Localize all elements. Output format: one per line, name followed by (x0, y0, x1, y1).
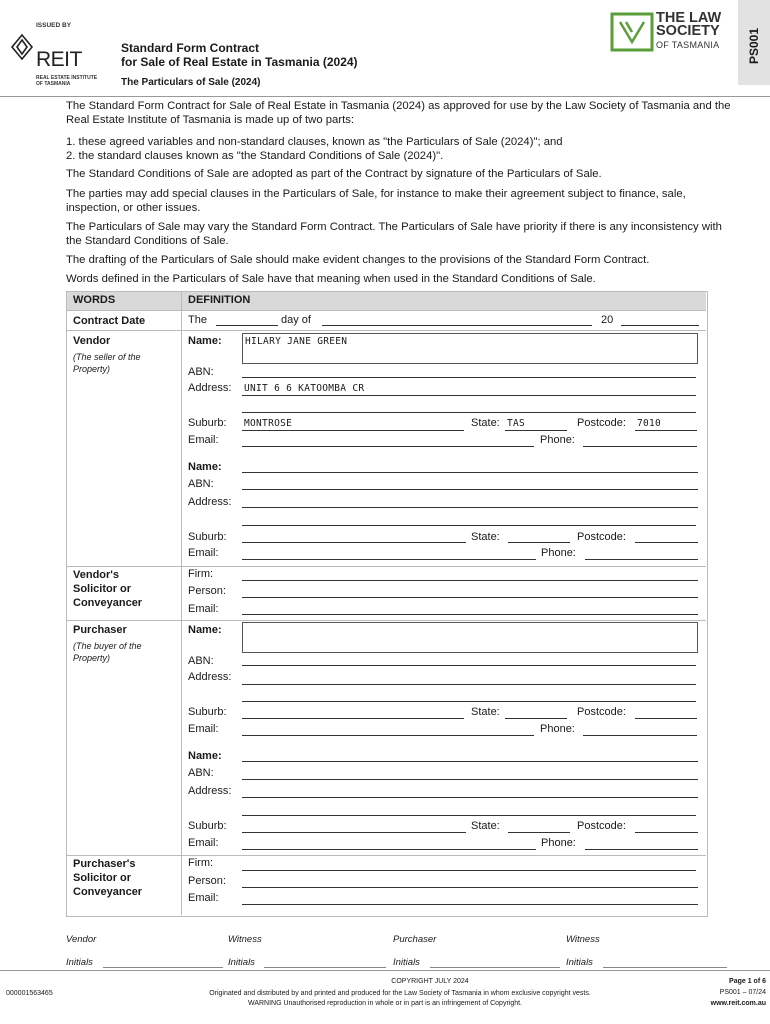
purchaser1-phone-field[interactable] (583, 735, 697, 736)
table-header (67, 292, 706, 310)
row-divider (67, 330, 706, 331)
row-divider (67, 310, 706, 311)
vendor2-state-field[interactable] (508, 542, 570, 543)
vendor1-state-field[interactable] (505, 430, 567, 431)
vendor-solicitor-person-label: Person: (188, 585, 226, 597)
vendor-solicitor-label-3: Conveyancer (73, 597, 143, 609)
intro-paragraph-1: The Standard Form Contract for Sale of Real Estate in Tasmania (2024) as approved for use by the Law Society of Tasmania and the Real Estate Institute of Tasmania is made up of two parts: (66, 100, 731, 126)
purchaser-solicitor-person-field[interactable] (242, 887, 698, 888)
vendor2-phone-label: Phone: (541, 547, 576, 559)
intro-paragraph-2: The Standard Conditions of Sale are adopted as part of the Contract by signature of the Particulars of Sale. (66, 168, 602, 180)
law-society-logo-icon (610, 12, 655, 52)
vendor2-suburb-label: Suburb: (188, 531, 227, 543)
document-subtitle: The Particulars of Sale (2024) (121, 77, 261, 88)
witness1-sign-label: Witness (228, 934, 262, 945)
purchaser1-postcode-label: Postcode: (577, 706, 626, 718)
purchaser-sublabel: (The buyer of the Property) (73, 641, 142, 663)
row-divider (67, 566, 706, 567)
purchaser2-address-label: Address: (188, 785, 232, 797)
vendor2-name-field[interactable] (242, 472, 698, 473)
contract-month-field[interactable] (322, 325, 592, 326)
contract-date-the: The (188, 314, 207, 326)
purchaser2-phone-label: Phone: (541, 837, 576, 849)
purchaser-solicitor-label-2: Solicitor or (73, 872, 132, 884)
vendor1-suburb-label: Suburb: (188, 417, 227, 429)
witness2-sign-label: Witness (566, 934, 600, 945)
intro-paragraph-5: The drafting of the Particulars of Sale should make evident changes to the provisions of the Standard Form Contract. (66, 254, 650, 266)
purchaser1-state-label: State: (471, 706, 500, 718)
purchaser2-address-field-2[interactable] (242, 815, 696, 816)
contract-date-label: Contract Date (73, 315, 146, 327)
purchaser-label: Purchaser (73, 624, 127, 636)
purchaser1-address-label: Address: (188, 671, 232, 683)
vendor1-address-label: Address: (188, 382, 232, 394)
vendor-solicitor-email-label: Email: (188, 603, 219, 615)
copyright-line: COPYRIGHT JULY 2024 (391, 978, 469, 985)
vendor-solicitor-label (73, 568, 142, 610)
purchaser-initials-field[interactable] (430, 967, 560, 968)
intro-list-item-1: 1. these agreed variables and non-standard clauses, known as "the Particulars of Sale (2024)"; and (66, 136, 563, 148)
reit-sub-line1: REAL ESTATE INSTITUTE (36, 75, 98, 81)
intro-paragraph-3: The parties may add special clauses in the Particulars of Sale, for instance to make their agreement subject to finance, sale, inspection, or other issues. (66, 188, 686, 214)
contract-year-field[interactable] (621, 325, 699, 326)
vendor1-name-value: HILARY JANE GREEN (245, 336, 348, 347)
purchaser2-suburb-field[interactable] (242, 832, 466, 833)
website-link[interactable]: www.reit.com.au (710, 1000, 766, 1007)
vendor-label: Vendor (73, 335, 111, 347)
vendor1-abn-label: ABN: (188, 366, 214, 378)
vendor2-address-field[interactable] (242, 507, 698, 508)
vendor-initials-field[interactable] (103, 967, 223, 968)
reit-subtitle (36, 75, 106, 87)
vendor-solicitor-firm-label: Firm: (188, 568, 214, 580)
vendor1-state-label: State: (471, 417, 500, 429)
vendor2-email-field[interactable] (242, 559, 536, 560)
vendor1-email-field[interactable] (242, 446, 534, 447)
purchaser-solicitor-firm-field[interactable] (242, 870, 696, 871)
law-society-sub: OF TASMANIA (656, 40, 720, 50)
warning-line: WARNING Unauthorised reproduction in whole or in part is an infringement of Copyright. (247, 1000, 523, 1007)
document-title (121, 41, 358, 69)
purchaser-solicitor-label-3: Conveyancer (73, 886, 143, 898)
vendor-solicitor-firm-field[interactable] (242, 580, 698, 581)
form-code: PS001 (747, 27, 761, 64)
reit-sub-line2: OF TASMANIA (36, 81, 71, 87)
vendor1-postcode-label: Postcode: (577, 417, 626, 429)
intro-paragraph-6: Words defined in the Particulars of Sale have that meaning when used in the Standard Conditions of Sale. (66, 273, 596, 285)
purchaser1-suburb-field[interactable] (242, 718, 464, 719)
witness2-initials-field[interactable] (603, 967, 727, 968)
row-divider (67, 855, 706, 856)
purchaser2-state-field[interactable] (508, 832, 570, 833)
purchaser2-abn-field[interactable] (242, 779, 698, 780)
purchaser-initials-label: Initials (393, 957, 420, 968)
purchaser1-email-field[interactable] (242, 735, 534, 736)
vendor2-address-field-2[interactable] (242, 525, 696, 526)
vendor2-postcode-field[interactable] (635, 542, 698, 543)
purchaser2-email-label: Email: (188, 837, 219, 849)
vendor1-email-label: Email: (188, 434, 219, 446)
purchaser-solicitor-email-label: Email: (188, 892, 219, 904)
header-divider (0, 96, 770, 97)
purchaser1-address-field-2[interactable] (242, 701, 696, 702)
vendor1-suburb-value: MONTROSE (244, 418, 293, 429)
purchaser1-abn-label: ABN: (188, 655, 214, 667)
contract-date-day-of: day of (281, 314, 311, 326)
vendor-solicitor-person-field[interactable] (242, 597, 698, 598)
purchaser1-suburb-label: Suburb: (188, 706, 227, 718)
purchaser2-postcode-label: Postcode: (577, 820, 626, 832)
law-line2: SOCIETY (656, 23, 720, 39)
vendor2-state-label: State: (471, 531, 500, 543)
purchaser2-name-label: Name: (188, 750, 222, 762)
vendor2-abn-field[interactable] (242, 489, 698, 490)
contract-day-field[interactable] (216, 325, 278, 326)
purchaser1-abn-field[interactable] (242, 665, 696, 666)
purchaser2-phone-field[interactable] (585, 849, 698, 850)
vendor2-email-label: Email: (188, 547, 219, 559)
purchaser-solicitor-email-field[interactable] (242, 904, 698, 905)
purchaser-solicitor-person-label: Person: (188, 875, 226, 887)
vendor1-abn-field[interactable] (242, 377, 696, 378)
purchaser1-state-field[interactable] (505, 718, 567, 719)
vendor-solicitor-label-1: Vendor's (73, 569, 120, 581)
title-line1: Standard Form Contract (121, 41, 260, 55)
vendor1-address-field-2[interactable] (242, 412, 696, 413)
vendor-solicitor-label-2: Solicitor or (73, 583, 132, 595)
contract-date-year-prefix: 20 (601, 314, 614, 326)
vendor1-state-value: TAS (507, 418, 526, 429)
vendor2-phone-field[interactable] (585, 559, 698, 560)
vendor1-name-label: Name: (188, 335, 222, 347)
purchaser2-abn-label: ABN: (188, 767, 214, 779)
purchaser2-state-label: State: (471, 820, 500, 832)
column-divider (181, 292, 182, 915)
witness2-initials-label: Initials (566, 957, 593, 968)
vendor2-address-label: Address: (188, 496, 232, 508)
intro-list-item-2: 2. the standard clauses known as "the Standard Conditions of Sale (2024)". (66, 150, 444, 162)
page-number: Page 1 of 6 (729, 978, 766, 985)
vendor-solicitor-email-field[interactable] (242, 614, 698, 615)
row-divider (67, 620, 706, 621)
column-header-definition: DEFINITION (188, 294, 251, 306)
vendor-initials-label: Initials (66, 957, 93, 968)
purchaser-solicitor-label-1: Purchaser's (73, 858, 136, 870)
purchaser1-email-label: Email: (188, 723, 219, 735)
vendor1-phone-field[interactable] (583, 446, 697, 447)
vendor2-name-label: Name: (188, 461, 222, 473)
vendor2-postcode-label: Postcode: (577, 531, 626, 543)
witness1-initials-label: Initials (228, 957, 255, 968)
vendor2-suburb-field[interactable] (242, 542, 466, 543)
purchaser2-email-field[interactable] (242, 849, 536, 850)
document-number: 000001563465 (6, 990, 53, 997)
law-society-logo-text (656, 12, 721, 38)
vendor1-address-value: UNIT 6 6 KATOOMBA CR (244, 383, 365, 394)
vendor1-address-field[interactable] (242, 395, 696, 396)
vendor1-suburb-field[interactable] (242, 430, 464, 431)
vendor-sign-label: Vendor (66, 934, 97, 945)
reit-logo-text: REIT (36, 48, 82, 71)
column-header-words: WORDS (73, 294, 116, 306)
vendor1-postcode-field[interactable] (635, 430, 697, 431)
purchaser-solicitor-firm-label: Firm: (188, 857, 214, 869)
issued-by-label: ISSUED BY (36, 22, 72, 29)
intro-paragraph-4: The Particulars of Sale may vary the Standard Form Contract. The Particulars of Sale have priority if there is any inconsistency with the Standard Conditions of Sale. (66, 221, 722, 247)
originated-line: Originated and distributed by and printed and produced for the Law Society of Tasmania in whom exclusive copyright vests. (209, 990, 591, 997)
purchaser2-name-field[interactable] (242, 761, 698, 762)
purchaser1-postcode-field[interactable] (635, 718, 697, 719)
vendor1-postcode-value: 7010 (637, 418, 662, 429)
purchaser-solicitor-label (73, 857, 142, 899)
vendor1-phone-label: Phone: (540, 434, 575, 446)
purchaser1-phone-label: Phone: (540, 723, 575, 735)
purchaser2-suburb-label: Suburb: (188, 820, 227, 832)
purchaser1-address-field[interactable] (242, 684, 696, 685)
purchaser-sign-label: Purchaser (393, 934, 437, 945)
vendor2-abn-label: ABN: (188, 478, 214, 490)
purchaser1-name-label: Name: (188, 624, 222, 636)
purchaser2-address-field[interactable] (242, 797, 698, 798)
form-version: PS001 – 07/24 (719, 989, 766, 996)
title-line2: for Sale of Real Estate in Tasmania (2024) (121, 55, 358, 69)
law-line1: THE LAW (656, 10, 722, 26)
vendor-sublabel: (The seller of the Property) (73, 352, 141, 374)
purchaser1-name-input[interactable] (242, 622, 698, 653)
purchaser2-postcode-field[interactable] (635, 832, 698, 833)
witness1-initials-field[interactable] (264, 967, 386, 968)
footer-divider (0, 970, 770, 971)
